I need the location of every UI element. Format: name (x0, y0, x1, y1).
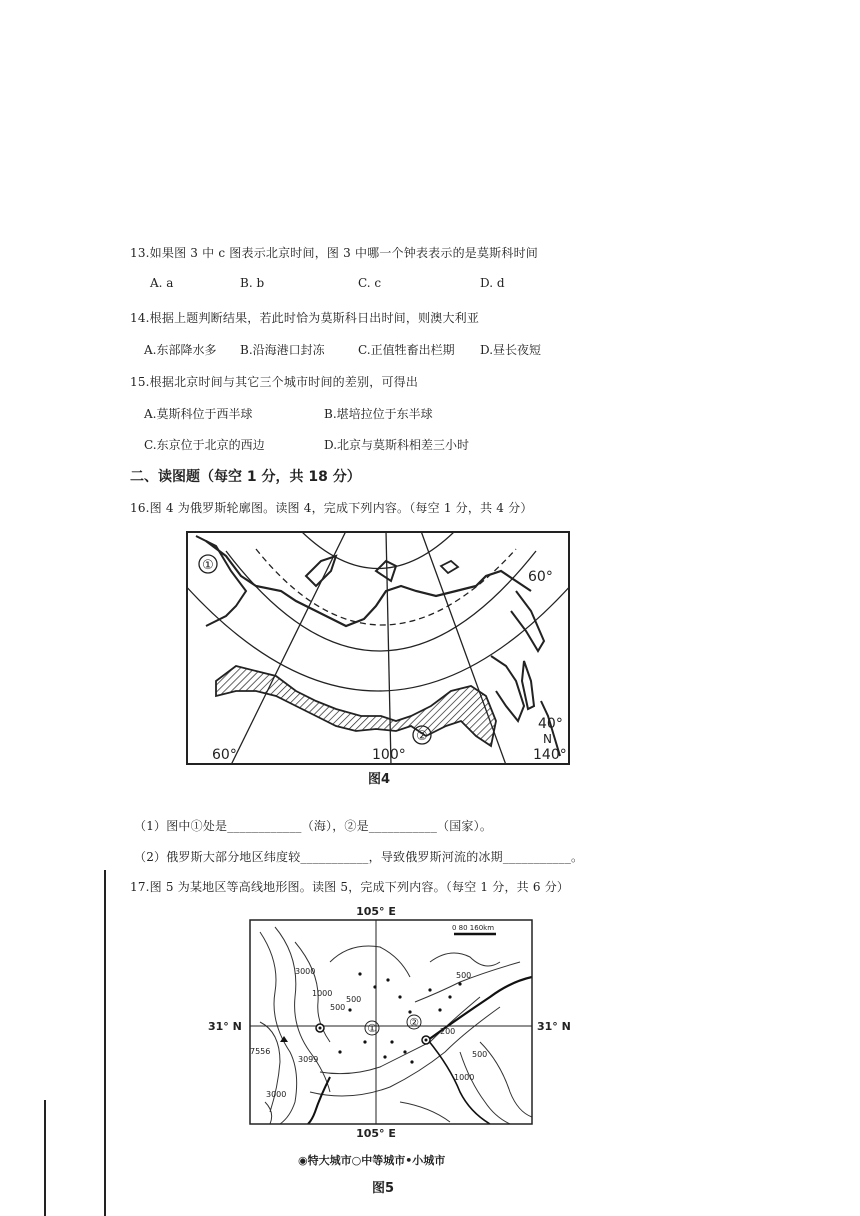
major-city-core (319, 1027, 322, 1030)
contour-line (430, 953, 500, 966)
river (308, 1077, 330, 1124)
figure-5-frame (250, 920, 532, 1124)
contour-label: 3000 (266, 1090, 287, 1099)
q13-option-d: D. d (480, 276, 505, 290)
contour-line (330, 946, 410, 977)
q16-sub-1: （1）图中①处是____________（海），②是___________（国家）。 (134, 819, 493, 833)
meridian-60 (231, 531, 346, 765)
q17-stem: 17.图 5 为某地区等高线地形图。读图 5，完成下列内容。（每空 1 分，共 6 分） (130, 880, 570, 894)
contour-line (400, 1102, 450, 1122)
contour-label: 500 (472, 1050, 488, 1059)
map4-lon-140-label: 140° (533, 747, 567, 763)
map5-lon-top: 105° E (356, 905, 396, 918)
map4-north-label: N (543, 732, 552, 746)
contour-line (265, 1102, 272, 1124)
margin-rule-inner (104, 870, 106, 1216)
map4-lon-60-label: 60° (212, 747, 237, 763)
q14-option-c: C.正值牲畜出栏期 (358, 343, 455, 357)
q14-option-a: A.东部降水多 (144, 343, 217, 357)
map4-lat-40-label: 40° (538, 716, 563, 732)
kamchatka-coast (511, 591, 544, 651)
map5-lat-left: 31° N (208, 1020, 242, 1033)
map4-marker-1: ① (202, 558, 214, 573)
figure-5-contour-map (200, 902, 580, 1152)
peak-elevation-label: 3099 (298, 1055, 319, 1064)
arctic-coastline (206, 541, 531, 626)
q15-option-d: D.北京与莫斯科相差三小时 (324, 438, 470, 452)
q15-option-a: A.莫斯科位于西半球 (144, 407, 253, 421)
margin-rule-outer (44, 1100, 46, 1216)
figure-4-russia-map (186, 531, 570, 765)
major-city-core (425, 1039, 428, 1042)
figure-5-caption: 图5 (372, 1181, 395, 1196)
sakhalin (522, 661, 534, 709)
map4-lon-100-label: 100° (372, 747, 406, 763)
contour-line (415, 962, 520, 1002)
q13-stem: 13.如果图 3 中 c 图表示北京时间，图 3 中哪一个钟表表示的是莫斯科时间 (130, 246, 538, 260)
q14-option-b: B.沿海港口封冻 (240, 343, 325, 357)
contour-label: 500 (330, 1003, 346, 1012)
contour-label: 500 (346, 995, 362, 1004)
q16-sub-2: （2）俄罗斯大部分地区纬度较___________，导致俄罗斯河流的冰期___________。 (134, 850, 584, 864)
contour-label: 500 (456, 971, 472, 980)
map4-lat-60-label: 60° (528, 569, 553, 585)
severnaya-zemlya (376, 561, 396, 581)
q13-option-a: A. a (150, 276, 174, 290)
okhotsk-coast (491, 656, 524, 721)
q15-option-b: B.堪培拉位于东半球 (324, 407, 433, 421)
scale-bar-label: 0 80 160km (452, 924, 495, 932)
figure-5-legend: ◉特大城市○中等城市•小城市 (298, 1154, 446, 1167)
section-heading: 二、读图题（每空 1 分，共 18 分） (130, 469, 361, 485)
southern-border-hatch (216, 666, 496, 746)
kola-coast (196, 536, 246, 626)
q16-stem: 16.图 4 为俄罗斯轮廓图。读图 4，完成下列内容。（每空 1 分，共 4 分） (130, 501, 533, 515)
map4-marker-2: ② (416, 729, 428, 744)
contour-label: 3000 (295, 967, 316, 976)
small-cities (338, 972, 461, 1063)
q13-option-b: B. b (240, 276, 265, 290)
q15-stem: 15.根据北京时间与其它三个城市时间的差别，可得出 (130, 375, 419, 389)
map5-marker-2: ② (409, 1016, 419, 1029)
figure-4-caption: 图4 (368, 772, 391, 787)
contour-label: 200 (440, 1027, 456, 1036)
latitude-arc-inner (296, 531, 460, 569)
q14-option-d: D.昼长夜短 (480, 343, 542, 357)
map5-lon-bottom: 105° E (356, 1127, 396, 1140)
contour-label: 1000 (454, 1073, 475, 1082)
new-siberian-islands (441, 561, 458, 573)
map5-marker-1: ① (367, 1022, 377, 1035)
contour-line (460, 1052, 510, 1124)
q13-option-c: C. c (358, 276, 382, 290)
q15-option-c: C.东京位于北京的西边 (144, 438, 265, 452)
contour-label: 1000 (312, 989, 333, 998)
map5-lat-right: 31° N (537, 1020, 571, 1033)
q14-stem: 14.根据上题判断结果，若此时恰为莫斯科日出时间，则澳大利亚 (130, 311, 480, 325)
peak-elevation-label: 7556 (250, 1047, 271, 1056)
